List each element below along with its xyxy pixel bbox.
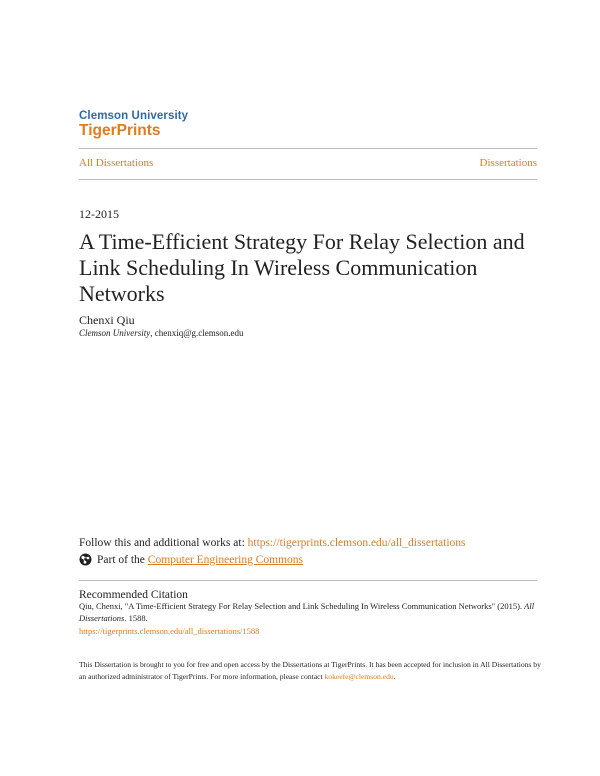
title-line: A Time-Efficient Strategy For Relay Selection and [79, 229, 525, 254]
author-name: Chenxi Qiu [79, 313, 135, 327]
nav-divider [79, 179, 537, 180]
notice-line-2-suffix: . [393, 672, 396, 681]
citation-divider [79, 580, 537, 581]
notice-line-2 [79, 671, 539, 683]
affiliation-institution: Clemson University [79, 328, 151, 338]
affiliation-email: , chenxiq@g.clemson.edu [150, 328, 244, 338]
citation-main: Qiu, Chenxi, "A Time-Efficient Strategy For Relay Selection and Link Scheduling In Wireless Communication Networks" (2015). [79, 601, 525, 611]
university-name: Clemson University [79, 110, 189, 122]
citation-text [79, 601, 537, 624]
author-affiliation [79, 328, 244, 338]
citation-tail: . 1588. [124, 612, 148, 623]
publication-date: 12-2015 [79, 207, 119, 221]
follow-url-link[interactable]: https://tigerprints.clemson.edu/all_dissertations [247, 537, 466, 549]
part-of-line [79, 553, 303, 566]
citation-url-link[interactable]: https://tigerprints.clemson.edu/all_dissertations/1588 [79, 626, 260, 636]
repository-logo-text[interactable]: TigerPrints [79, 122, 161, 139]
title-line: Networks [79, 281, 165, 306]
dissertations-link[interactable]: Dissertations [479, 157, 537, 169]
notice-line-2-prefix: an authorized administrator of TigerPrints. For more information, please contact [79, 672, 325, 681]
title-line: Link Scheduling In Wireless Communication [79, 255, 478, 280]
follow-works-line [79, 537, 466, 549]
recommended-citation-heading: Recommended Citation [79, 589, 188, 601]
notice-line-1: This Dissertation is brought to you for free and open access by the Dissertations at TigerPrints. It has been accepted for inclusion in All Dissertations by [79, 660, 541, 669]
contact-email-link[interactable]: kokeefe@clemson.edu [324, 672, 394, 681]
computer-engineering-commons-link[interactable]: Computer Engineering Commons [147, 553, 304, 566]
citation-series: All Dissertations [79, 601, 535, 623]
top-divider [79, 148, 537, 149]
access-notice [79, 659, 539, 683]
follow-prefix: Follow this and additional works at: [79, 537, 248, 549]
commons-network-icon [79, 553, 92, 566]
partof-prefix: Part of the [97, 553, 145, 566]
all-dissertations-link[interactable]: All Dissertations [79, 157, 154, 169]
document-title [79, 229, 539, 307]
